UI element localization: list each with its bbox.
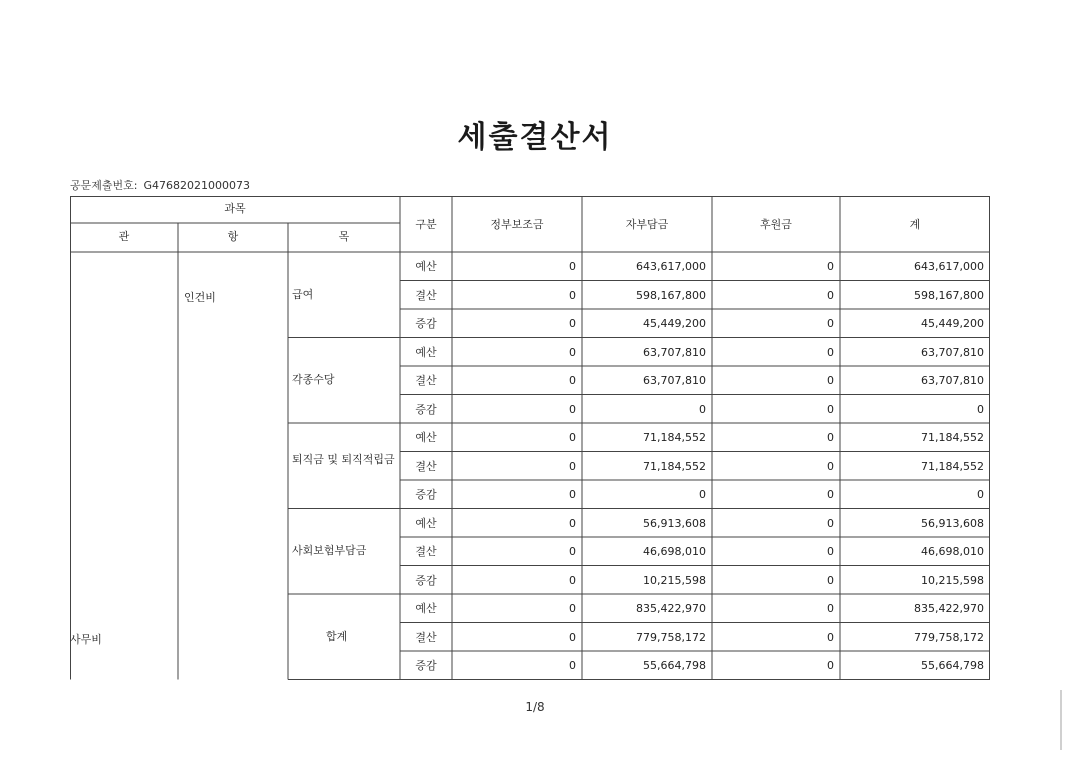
total-value: 46,698,010 xyxy=(921,545,984,559)
gov-value: 0 xyxy=(569,488,576,502)
mok-label: 퇴직금 및 퇴직적립금 xyxy=(292,452,395,466)
gov-value: 0 xyxy=(569,260,576,274)
self-value: 0 xyxy=(699,402,706,416)
row-type: 증감 xyxy=(415,573,437,587)
donation-value: 0 xyxy=(827,516,834,530)
row-type: 증감 xyxy=(415,488,437,502)
gov-value: 0 xyxy=(569,630,576,644)
header-mok: 목 xyxy=(338,230,350,243)
header-hang: 항 xyxy=(227,230,239,243)
header-total: 계 xyxy=(909,218,921,231)
gov-value: 0 xyxy=(569,402,576,416)
donation-value: 0 xyxy=(827,260,834,274)
total-value: 10,215,598 xyxy=(921,573,984,587)
document-number-label: 공문제출번호: xyxy=(70,179,138,192)
row-type: 결산 xyxy=(415,288,437,302)
gwan-label: 사무비 xyxy=(70,633,102,646)
self-value: 55,664,798 xyxy=(643,659,706,673)
donation-value: 0 xyxy=(827,659,834,673)
donation-value: 0 xyxy=(827,630,834,644)
donation-value: 0 xyxy=(827,431,834,445)
self-value: 643,617,000 xyxy=(636,260,706,274)
gov-value: 0 xyxy=(569,374,576,388)
total-value: 55,664,798 xyxy=(921,659,984,673)
hang-label: 인건비 xyxy=(184,291,216,304)
page-number: 1/8 xyxy=(525,700,545,714)
mok-label: 각종수당 xyxy=(292,373,335,387)
row-type: 예산 xyxy=(415,516,437,530)
self-value: 71,184,552 xyxy=(643,431,706,445)
expenditure-table xyxy=(70,196,990,684)
donation-value: 0 xyxy=(827,288,834,302)
total-value: 71,184,552 xyxy=(921,431,984,445)
donation-value: 0 xyxy=(827,374,834,388)
gov-value: 0 xyxy=(569,317,576,331)
donation-value: 0 xyxy=(827,602,834,616)
row-type: 결산 xyxy=(415,459,437,473)
row-type: 결산 xyxy=(415,545,437,559)
document-number-value: G47682021000073 xyxy=(143,179,250,192)
gov-value: 0 xyxy=(569,288,576,302)
scan-edge-line xyxy=(1060,690,1062,750)
total-value: 63,707,810 xyxy=(921,345,984,359)
mok-label: 급여 xyxy=(292,287,314,301)
header-self: 자부담금 xyxy=(625,218,669,231)
gov-value: 0 xyxy=(569,573,576,587)
gov-value: 0 xyxy=(569,516,576,530)
gov-value: 0 xyxy=(569,602,576,616)
self-value: 56,913,608 xyxy=(643,516,706,530)
self-value: 10,215,598 xyxy=(643,573,706,587)
row-type: 증감 xyxy=(415,317,437,331)
header-group: 과목 xyxy=(224,202,246,215)
row-type: 예산 xyxy=(415,431,437,445)
total-value: 598,167,800 xyxy=(914,288,984,302)
gov-value: 0 xyxy=(569,659,576,673)
total-value: 63,707,810 xyxy=(921,374,984,388)
gov-value: 0 xyxy=(569,431,576,445)
donation-value: 0 xyxy=(827,345,834,359)
document-number xyxy=(70,177,250,193)
header-gubun: 구분 xyxy=(415,218,437,231)
donation-value: 0 xyxy=(827,402,834,416)
donation-value: 0 xyxy=(827,573,834,587)
donation-value: 0 xyxy=(827,317,834,331)
self-value: 46,698,010 xyxy=(643,545,706,559)
total-value: 0 xyxy=(977,488,984,502)
total-value: 643,617,000 xyxy=(914,260,984,274)
row-type: 예산 xyxy=(415,260,437,274)
gov-value: 0 xyxy=(569,459,576,473)
self-value: 835,422,970 xyxy=(636,602,706,616)
gov-value: 0 xyxy=(569,345,576,359)
row-type: 증감 xyxy=(415,402,437,416)
total-value: 0 xyxy=(977,402,984,416)
header-gov: 정부보조금 xyxy=(490,218,544,231)
self-value: 63,707,810 xyxy=(643,374,706,388)
donation-value: 0 xyxy=(827,459,834,473)
row-type: 예산 xyxy=(415,345,437,359)
row-type: 예산 xyxy=(415,602,437,616)
self-value: 71,184,552 xyxy=(643,459,706,473)
self-value: 45,449,200 xyxy=(643,317,706,331)
self-value: 0 xyxy=(699,488,706,502)
header-gwan: 관 xyxy=(118,230,130,243)
mok-label: 합계 xyxy=(326,629,348,643)
self-value: 63,707,810 xyxy=(643,345,706,359)
gov-value: 0 xyxy=(569,545,576,559)
total-value: 779,758,172 xyxy=(914,630,984,644)
row-type: 결산 xyxy=(415,374,437,388)
total-value: 45,449,200 xyxy=(921,317,984,331)
row-type: 결산 xyxy=(415,630,437,644)
self-value: 779,758,172 xyxy=(636,630,706,644)
donation-value: 0 xyxy=(827,488,834,502)
row-type: 증감 xyxy=(415,659,437,673)
self-value: 598,167,800 xyxy=(636,288,706,302)
mok-label: 사회보험부담금 xyxy=(292,544,367,558)
total-value: 71,184,552 xyxy=(921,459,984,473)
document-title: 세출결산서 xyxy=(457,120,613,155)
total-value: 56,913,608 xyxy=(921,516,984,530)
total-value: 835,422,970 xyxy=(914,602,984,616)
donation-value: 0 xyxy=(827,545,834,559)
header-donation: 후원금 xyxy=(760,218,792,231)
